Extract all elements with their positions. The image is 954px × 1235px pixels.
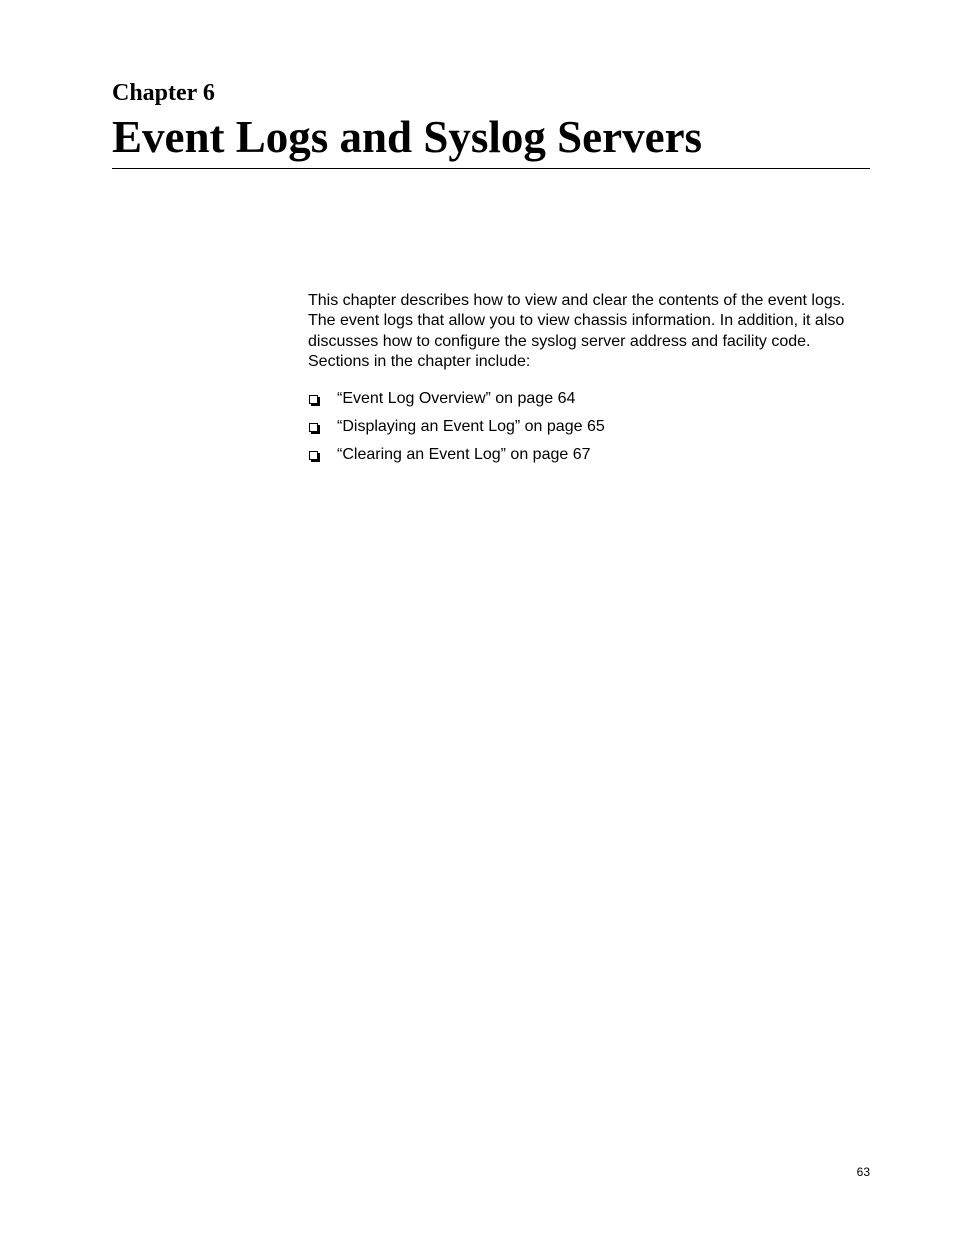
list-item-clearing-event-log[interactable] [308,445,605,473]
chapter-title: Event Logs and Syslog Servers [112,112,703,162]
section-link[interactable]: “Clearing an Event Log” on page 67 [337,446,591,463]
intro-paragraph: This chapter describes how to view and clear the contents of the event logs. The event logs that allow you to view chassis information. In addition, it also discusses how to configure the syslog server address and facility code. Sections in the chapter include: [308,292,846,370]
list-item-displaying-event-log[interactable] [308,417,605,445]
list-item-event-log-overview[interactable] [308,389,605,417]
page-number: 63 [856,1165,870,1179]
chapter-label: Chapter 6 [112,80,215,106]
hollow-square-bullet-icon [309,423,318,432]
hollow-square-bullet-icon [309,451,318,460]
title-divider [112,168,870,169]
section-list [308,389,605,473]
section-link[interactable]: “Event Log Overview” on page 64 [337,390,576,407]
hollow-square-bullet-icon [309,395,318,404]
section-link[interactable]: “Displaying an Event Log” on page 65 [337,418,605,435]
